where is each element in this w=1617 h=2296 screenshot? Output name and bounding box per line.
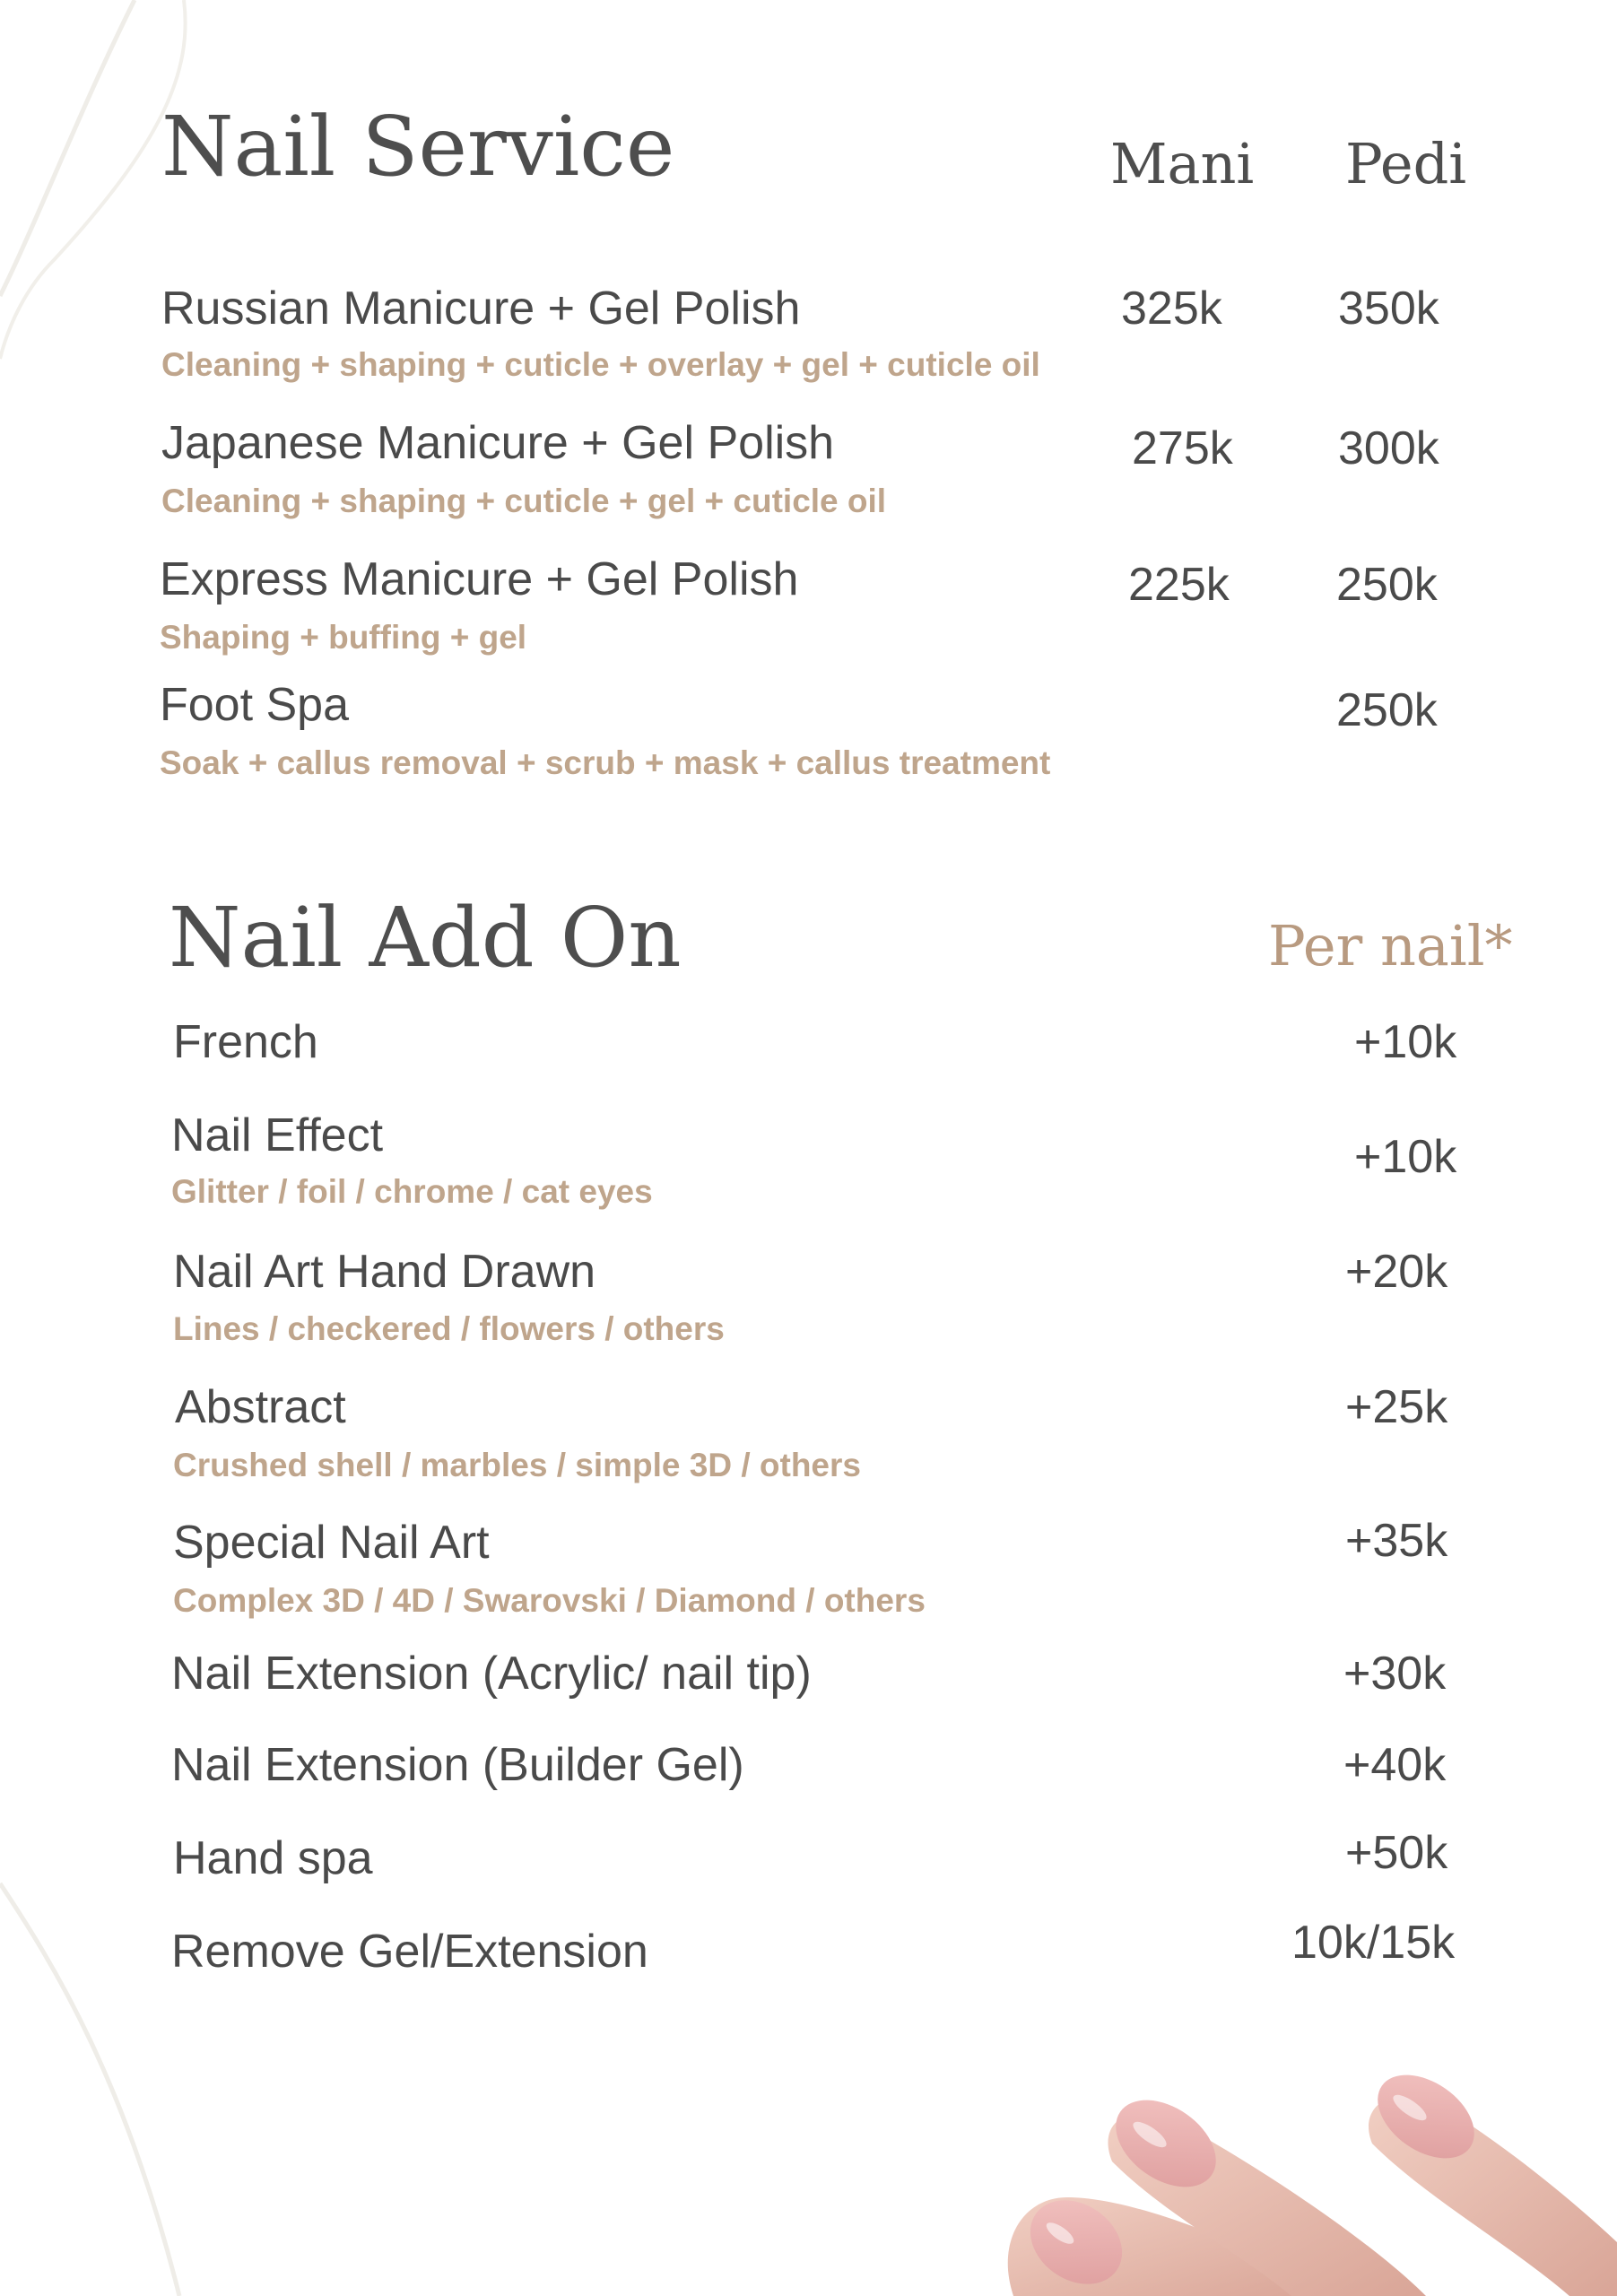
service-description: Cleaning + shaping + cuticle + gel + cuticle oil <box>161 483 887 519</box>
addon-description: Lines / checkered / flowers / others <box>173 1310 725 1347</box>
addon-price: 10k/15k <box>1291 1917 1456 1969</box>
addon-price: +35k <box>1345 1515 1448 1567</box>
addon-name: Remove Gel/Extension <box>171 1926 648 1978</box>
service-name: Russian Manicure + Gel Polish <box>161 283 801 335</box>
service-description: Cleaning + shaping + cuticle + overlay + gel + cuticle oil <box>161 346 1040 383</box>
addon-name: French <box>173 1016 318 1068</box>
column-header-mani: Mani <box>1110 131 1255 196</box>
column-header-per-nail: Per nail* <box>1268 913 1513 978</box>
addon-price: +30k <box>1343 1648 1447 1700</box>
service-name: Foot Spa <box>160 679 350 731</box>
addon-price: +50k <box>1345 1827 1448 1879</box>
service-price-pedi: 350k <box>1338 283 1439 335</box>
addon-name: Nail Effect <box>171 1109 384 1161</box>
addon-price: +10k <box>1354 1131 1457 1183</box>
addon-name: Hand spa <box>173 1832 373 1884</box>
column-header-pedi: Pedi <box>1345 131 1467 196</box>
addon-section-title: Nail Add On <box>169 890 682 986</box>
addon-price: +20k <box>1345 1246 1448 1298</box>
service-price-pedi: 250k <box>1336 684 1438 736</box>
service-price-mani: 225k <box>1128 559 1230 611</box>
service-description: Soak + callus removal + scrub + mask + callus treatment <box>160 744 1051 781</box>
addon-price: +25k <box>1345 1381 1448 1433</box>
service-section-title: Nail Service <box>161 99 675 195</box>
addon-price: +10k <box>1354 1016 1457 1068</box>
service-price-mani: 275k <box>1132 422 1233 474</box>
addon-description: Complex 3D / 4D / Swarovski / Diamond / others <box>173 1582 926 1619</box>
service-price-pedi: 300k <box>1338 422 1439 474</box>
addon-name: Nail Extension (Builder Gel) <box>171 1739 744 1791</box>
addon-description: Glitter / foil / chrome / cat eyes <box>171 1173 653 1210</box>
addon-name: Nail Extension (Acrylic/ nail tip) <box>171 1648 812 1700</box>
addon-description: Crushed shell / marbles / simple 3D / others <box>173 1447 861 1483</box>
addon-name: Special Nail Art <box>173 1517 490 1569</box>
service-description: Shaping + buffing + gel <box>160 619 527 656</box>
service-name: Japanese Manicure + Gel Polish <box>161 417 835 469</box>
addon-name: Abstract <box>175 1381 346 1433</box>
addon-name: Nail Art Hand Drawn <box>173 1246 596 1298</box>
service-price-pedi: 250k <box>1336 559 1438 611</box>
manicured-hand-image <box>995 2063 1617 2296</box>
service-name: Express Manicure + Gel Polish <box>160 553 799 605</box>
addon-price: +40k <box>1343 1739 1447 1791</box>
service-price-mani: 325k <box>1121 283 1222 335</box>
